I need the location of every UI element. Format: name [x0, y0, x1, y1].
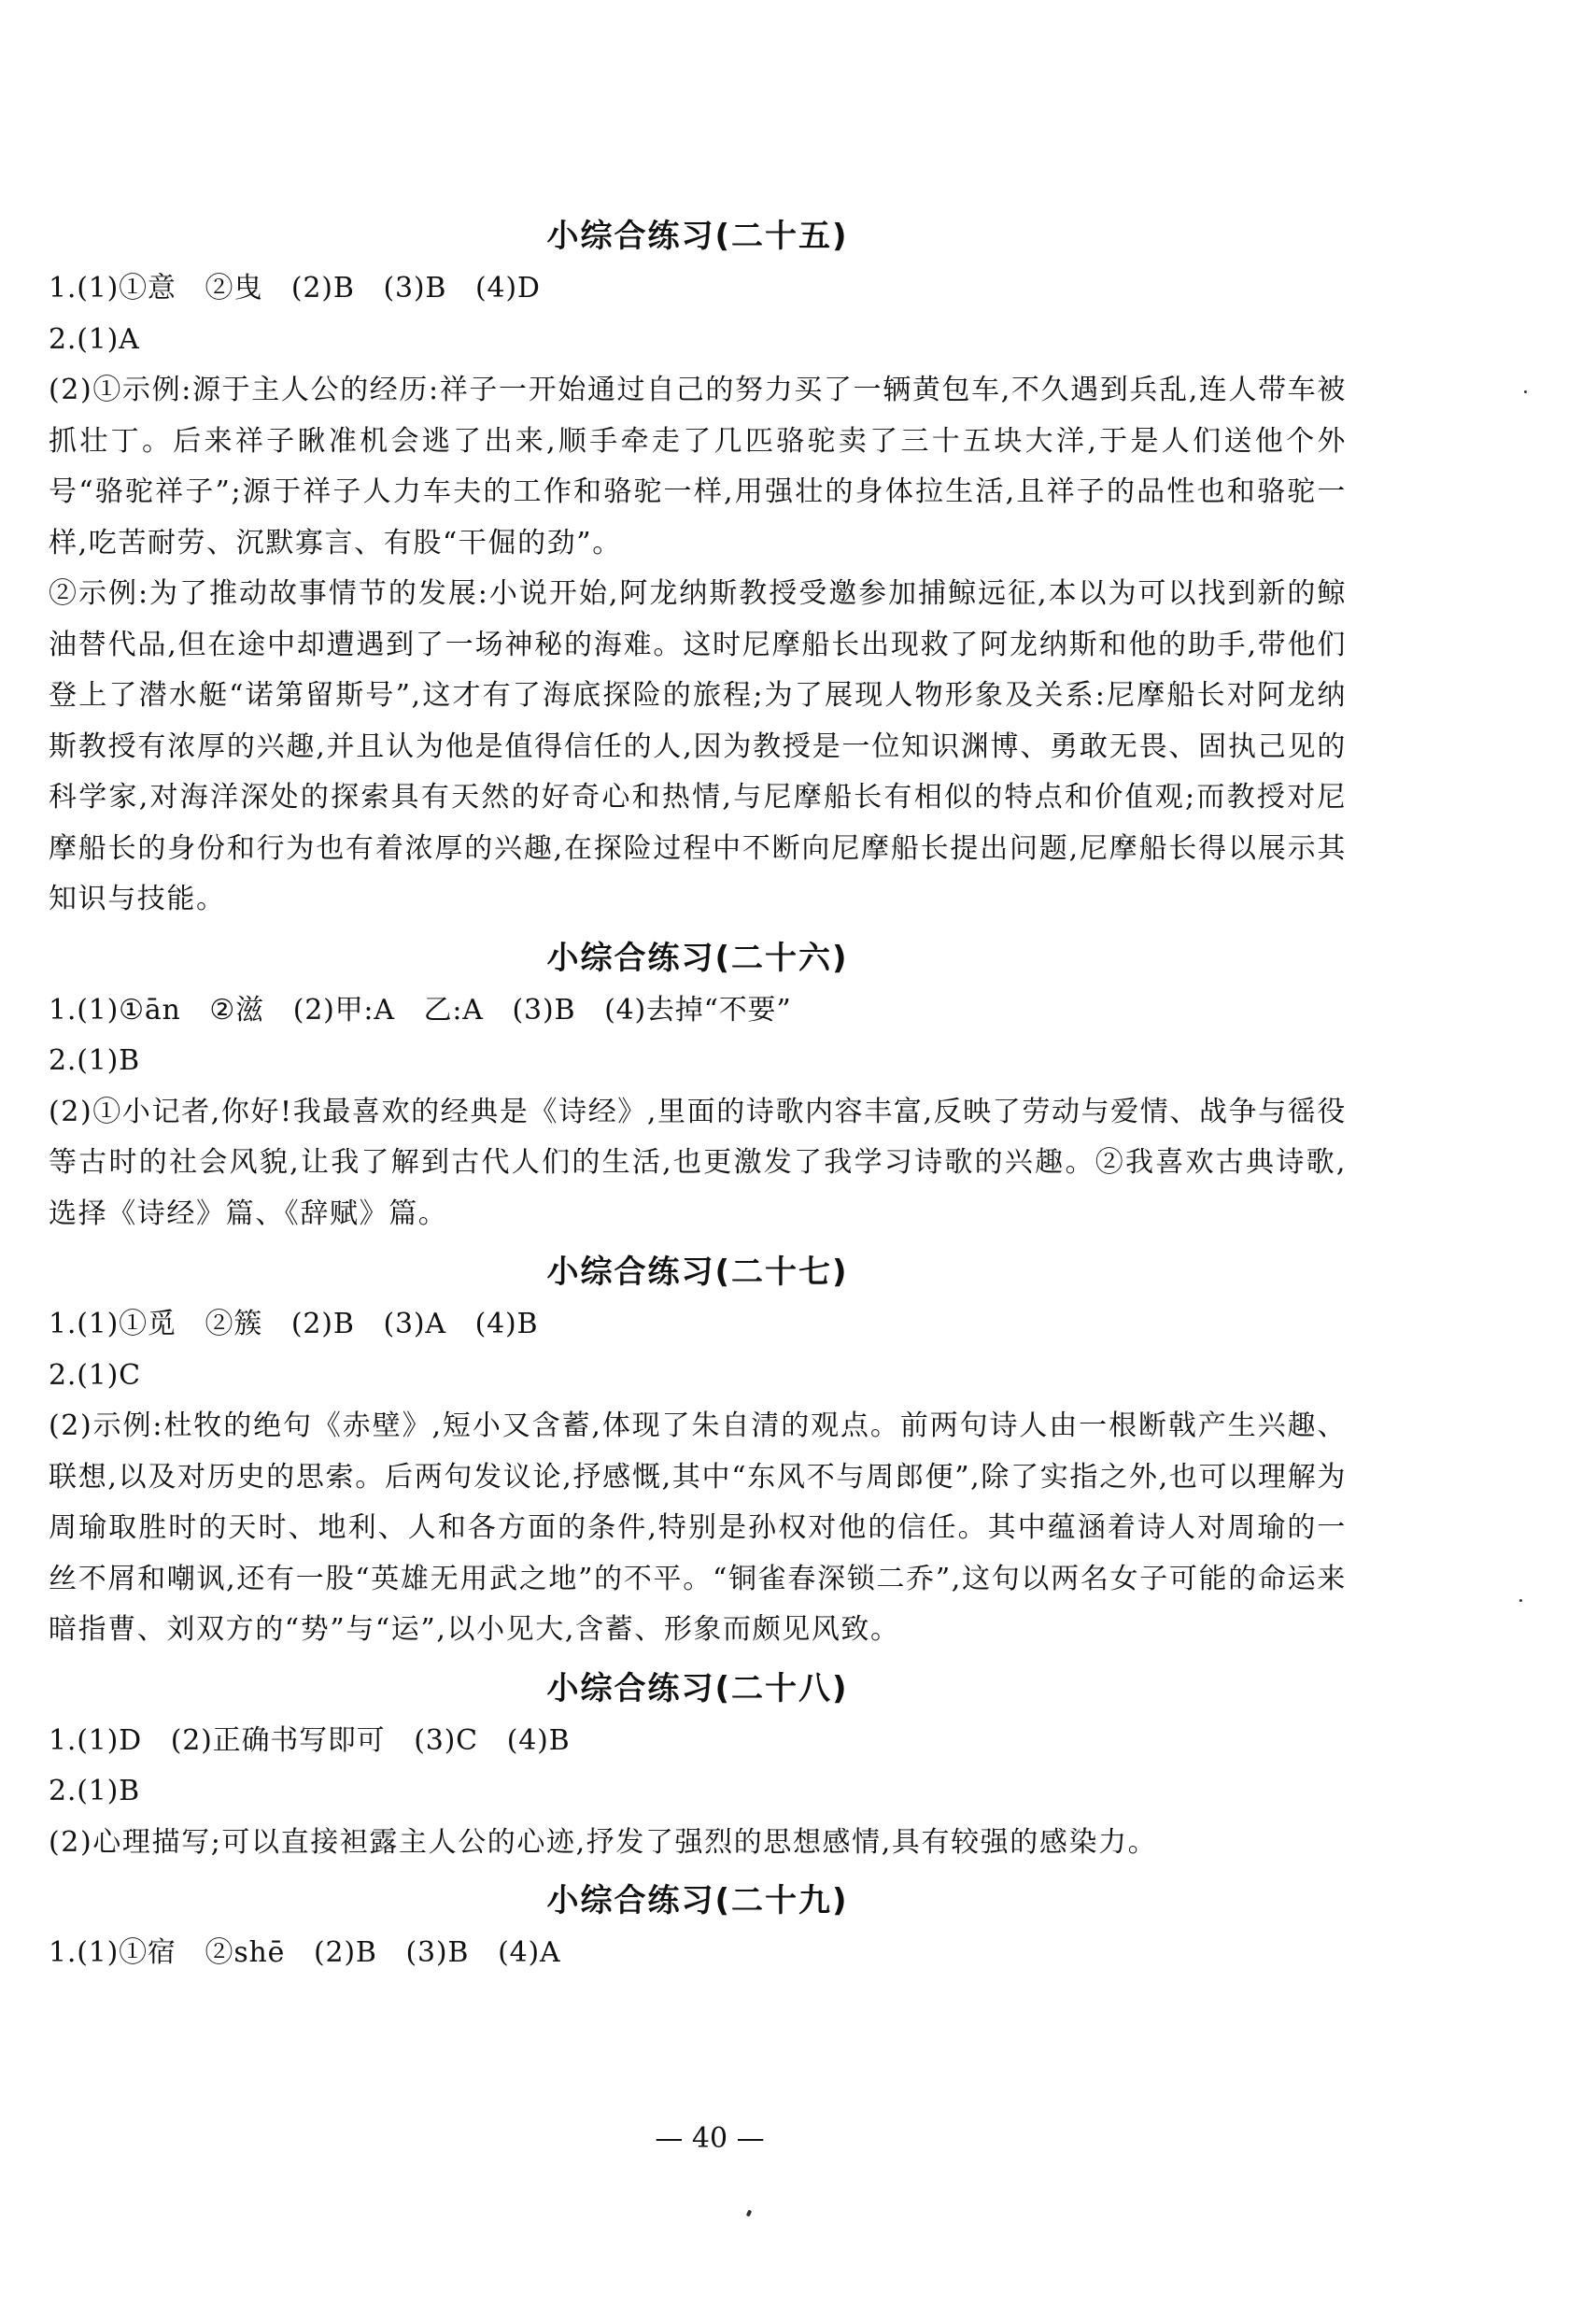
scan-speck: [1519, 1599, 1522, 1602]
section-title: 小综合练习(二十八): [546, 1669, 849, 1707]
scan-speck: [1524, 390, 1527, 393]
answer-line: 1.(1)①觅 ②簇 (2)B (3)A (4)B: [49, 1308, 539, 1340]
answer-paragraph: (2)心理描写;可以直接袒露主人公的心迹,抒发了强烈的思想感情,具有较强的感染力。: [49, 1825, 1158, 1859]
section-title: 小综合练习(二十九): [546, 1882, 849, 1919]
section-27: [49, 1249, 1347, 1656]
section-title: 小综合练习(二十六): [546, 939, 849, 977]
answer-paragraph: (2)①小记者,你好!我最喜欢的经典是《诗经》,里面的诗歌内容丰富,反映了劳动与爱情、战争与徭役等古时的社会风貌,让我了解到古代人们的生活,也更激发了我学习诗歌的兴趣。②我喜欢古典诗歌,选择《诗经》篇、《辞赋》篇。: [49, 1095, 1347, 1230]
section-25: [49, 213, 1347, 926]
section-28: [49, 1665, 1347, 1869]
answer-line: 2.(1)C: [49, 1358, 141, 1392]
answer-line: 1.(1)①ān ②滋 (2)甲:A 乙:A (3)B (4)去掉“不要”: [49, 993, 792, 1027]
section-title: 小综合练习(二十七): [546, 1254, 849, 1291]
section-29: [49, 1877, 1347, 1979]
section-title: 小综合练习(二十五): [546, 218, 849, 255]
section-26: [49, 935, 1347, 1240]
answer-line: 2.(1)A: [49, 322, 140, 356]
scan-speck: [746, 2209, 753, 2217]
answer-paragraph: ②示例:为了推动故事情节的发展:小说开始,阿龙纳斯教授受邀参加捕鲸远征,本以为可以找到新的鲸油替代品,但在途中却遭遇到了一场神秘的海难。这时尼摩船长出现救了阿龙纳斯和他的助手,带他们登上了潜水艇“诺第留斯号”,这才有了海底探险的旅程;为了展现人物形象及关系:尼摩船长对阿龙纳斯教授有浓厚的兴趣,并且认为他是值得信任的人,因为教授是一位知识渊博、勇敢无畏、固执己见的科学家,对海洋深处的探索具有天然的好奇心和热情,与尼摩船长有相似的特点和价值观;而教授对尼摩船长的身份和行为也有着浓厚的兴趣,在探险过程中不断向尼摩船长提出问题,尼摩船长得以展示其知识与技能。: [49, 577, 1347, 915]
page-number: — 40 —: [655, 2122, 765, 2155]
answer-paragraph: (2)示例:杜牧的绝句《赤壁》,短小又含蓄,体现了朱自清的观点。前两句诗人由一根断戟产生兴趣、联想,以及对历史的思索。后两句发议论,抒感慨,其中“东风不与周郎便”,除了实指之外,也可以理解为周瑜取胜时的天时、地利、人和各方面的条件,特别是孙权对他的信任。其中蕴涵着诗人对周瑜的一丝不屑和嘲讽,还有一股“英雄无用武之地”的不平。“铜雀春深锁二乔”,这句以两名女子可能的命运来暗指曹、刘双方的“势”与“运”,以小见大,含蓄、形象而颇见风致。: [49, 1409, 1347, 1646]
answer-line: 2.(1)B: [49, 1044, 140, 1077]
answer-document: [49, 213, 1347, 1979]
answer-line: 1.(1)①意 ②曳 (2)B (3)B (4)D: [49, 272, 541, 305]
answer-line: 1.(1)①宿 ②shē (2)B (3)B (4)A: [49, 1936, 561, 1969]
answer-paragraph: (2)①示例:源于主人公的经历:祥子一开始通过自己的努力买了一辆黄包车,不久遇到兵乱,连人带车被抓壮丁。后来祥子瞅准机会逃了出来,顺手牵走了几匹骆驼卖了三十五块大洋,于是人们送他个外号“骆驼祥子”;源于祥子人力车夫的工作和骆驼一样,用强壮的身体拉生活,且祥子的品性也和骆驼一样,吃苦耐劳、沉默寡言、有股“干倔的劲”。: [49, 374, 1347, 560]
answer-line: 2.(1)B: [49, 1775, 140, 1807]
answer-line: 1.(1)D (2)正确书写即可 (3)C (4)B: [49, 1723, 571, 1757]
